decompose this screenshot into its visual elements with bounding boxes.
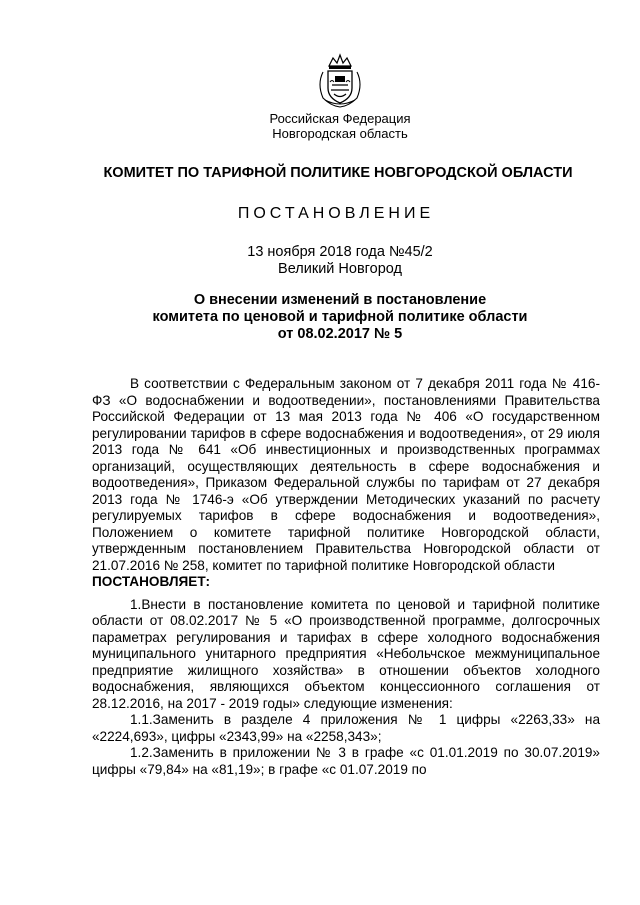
preamble-paragraph: В соответствии с Федеральным законом от 7 декабря 2011 года № 416-ФЗ «О водоснабжении и водоотведении», постановлениями Правительства Российской Федерации от 13 мая 2013 года № 406 «О государственном регулировании тарифов в сфере водоснабжения и водоотведения», от 29 июля 2013 года № 641 «Об инвестиционных и производственных программах организаций, осуществляющих деятельность в сфере водоснабжения и водоотведения», Приказом Федеральной службы по тарифам от 27 декабря 2013 года № 1746-э «Об утверждении Методических указаний по расчету регулируемых тарифов в сфере водоснабжения и водоотведения», Положением о комитете тарифной политике Новгородской области, утвержденным постановлением Правительства Новгородской области от 21.07.2016 № 258, комитет по тарифной политике Новгородской области [92, 376, 600, 573]
document-title [20, 292, 640, 343]
coat-of-arms-icon [311, 52, 369, 108]
document-type: ПОСТАНОВЛЕНИЕ [237, 205, 435, 222]
item-1-paragraph: 1.Внести в постановление комитета по ценовой и тарифной политике области от 08.02.2017 № 5 «О производственной программе, долгосрочных параметрах регулирования и тарифах в сфере холодного водоснабжения муниципального унитарного предприятия «Небольчское межмуниципальное предприятие жилищного хозяйства» в отношении объектов холодного водоснабжения, являющихся объектом концессионного соглашения от 28.12.2016, на 2017 - 2019 годы» следующие изменения: [92, 596, 600, 711]
resolves-heading: ПОСТАНОВЛЯЕТ: [92, 574, 210, 589]
title-line-2: комитета по ценовой и тарифной политике области [152, 309, 528, 325]
document-body [92, 376, 600, 778]
date-number: 13 ноября 2018 года №45/2 [247, 244, 433, 260]
title-line-3: от 08.02.2017 № 5 [277, 326, 403, 342]
item-1-1-paragraph: 1.1.Заменить в разделе 4 приложения № 1 цифры «2263,33» на «2224,693», цифры «2343,99» на «2258,343»; [92, 712, 600, 744]
place: Великий Новгород [278, 261, 402, 277]
title-line-1: О внесении изменений в постановление [193, 292, 487, 308]
region-name: Новгородская область [272, 126, 408, 141]
region-header [20, 111, 640, 141]
country-name: Российская Федерация [269, 111, 411, 126]
item-1-2-paragraph: 1.2.Заменить в приложении № 3 в графе «с 01.01.2019 по 30.07.2019» цифры «79,84» на «81,19»; в графе «с 01.07.2019 по [92, 745, 600, 777]
date-place-block [20, 244, 640, 278]
committee-name: КОМИТЕТ ПО ТАРИФНОЙ ПОЛИТИКЕ НОВГОРОДСКОЙ ОБЛАСТИ [103, 165, 573, 181]
